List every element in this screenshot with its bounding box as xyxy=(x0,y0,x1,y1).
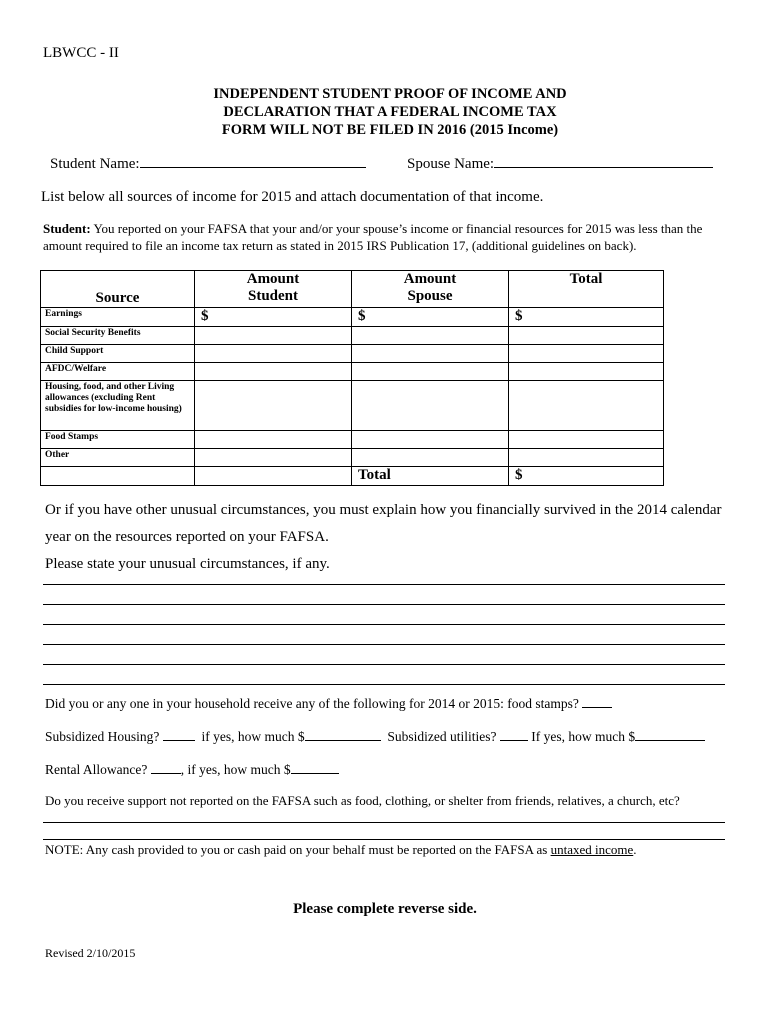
total-label: Total xyxy=(352,467,509,486)
support-question: Do you receive support not reported on the FAFSA such as food, clothing, or shelter from friends, relatives, a church, etc? xyxy=(45,793,680,808)
amount-student-header: Amount Student xyxy=(195,271,352,308)
subsidized-housing-label: Subsidized Housing? xyxy=(45,729,160,744)
subsidized-housing-blank[interactable] xyxy=(163,727,195,741)
spouse-amount-cell[interactable] xyxy=(352,431,509,449)
subsidized-utilities-blank[interactable] xyxy=(500,727,528,741)
table-row xyxy=(41,327,664,345)
total-amount-cell[interactable] xyxy=(509,308,664,327)
unusual-line-2: year on the resources reported on your FAFSA. xyxy=(45,529,329,545)
form-title xyxy=(150,85,630,139)
table-row xyxy=(41,431,664,449)
note xyxy=(45,842,637,858)
student-amount-cell[interactable] xyxy=(195,431,352,449)
revised-date: Revised 2/10/2015 xyxy=(45,946,136,960)
household-question xyxy=(45,694,612,712)
total-amount-cell[interactable] xyxy=(509,345,664,363)
rental-allowance-label: Rental Allowance? xyxy=(45,762,148,777)
total-amount-cell[interactable] xyxy=(509,449,664,467)
support-line[interactable] xyxy=(43,839,725,840)
spouse-amount-cell[interactable] xyxy=(352,345,509,363)
explanation-line[interactable] xyxy=(43,584,725,585)
rental-amount-label: , if yes, how much $ xyxy=(180,762,291,777)
student-name-label: Student Name: xyxy=(50,156,140,172)
table-header-row xyxy=(41,271,664,308)
title-line-2: DECLARATION THAT A FEDERAL INCOME TAX xyxy=(223,104,557,120)
total-amount-cell[interactable] xyxy=(509,431,664,449)
amount-spouse-header: Amount Spouse xyxy=(352,271,509,308)
source-header: Source xyxy=(41,271,195,308)
source-label: Social Security Benefits xyxy=(41,327,195,345)
explanation-line[interactable] xyxy=(43,644,725,645)
food-stamps-blank[interactable] xyxy=(582,694,612,708)
reverse-side-instruction: Please complete reverse side. xyxy=(293,901,477,917)
student-name-field xyxy=(50,154,366,173)
utilities-amount-label: If yes, how much $ xyxy=(531,729,636,744)
spouse-amount-cell[interactable] xyxy=(352,381,509,431)
spouse-name-input[interactable] xyxy=(494,154,713,168)
explanation-line[interactable] xyxy=(43,684,725,685)
student-amount-cell[interactable] xyxy=(195,363,352,381)
total-header: Total xyxy=(509,271,664,308)
explanation-line[interactable] xyxy=(43,604,725,605)
unusual-prompt: Please state your unusual circumstances, if any. xyxy=(45,556,330,572)
student-amount-cell[interactable] xyxy=(195,381,352,431)
housing-amount-label: if yes, how much $ xyxy=(201,729,305,744)
subsidized-utilities-label: Subsidized utilities? xyxy=(387,729,497,744)
spouse-amount-cell[interactable] xyxy=(352,308,509,327)
grand-total-cell[interactable] xyxy=(509,467,664,486)
student-name-input[interactable] xyxy=(140,154,366,168)
student-amount-cell[interactable] xyxy=(195,308,352,327)
household-question-text: Did you or any one in your household receive any of the following for 2014 or 2015: food stamps? xyxy=(45,696,579,711)
note-underlined: untaxed income xyxy=(550,842,634,857)
note-text: NOTE: Any cash provided to you or cash paid on your behalf must be reported on the FAFSA as xyxy=(45,842,551,857)
title-line-3: FORM WILL NOT BE FILED IN 2016 (2015 Income) xyxy=(221,122,559,138)
blank-cell xyxy=(41,467,195,486)
income-table xyxy=(40,270,664,486)
housing-amount-blank[interactable] xyxy=(305,727,381,741)
support-line[interactable] xyxy=(43,822,725,823)
source-label: AFDC/Welfare xyxy=(41,363,195,381)
table-row xyxy=(41,308,664,327)
spouse-name-field xyxy=(407,154,713,173)
source-label: Child Support xyxy=(41,345,195,363)
source-label: Other xyxy=(41,449,195,467)
utilities-amount-blank[interactable] xyxy=(635,727,705,741)
student-amount-cell[interactable] xyxy=(195,327,352,345)
form-code: LBWCC - II xyxy=(43,45,119,61)
source-label: Earnings xyxy=(41,308,195,327)
total-amount-cell[interactable] xyxy=(509,327,664,345)
explanation-line[interactable] xyxy=(43,664,725,665)
blank-cell xyxy=(195,467,352,486)
dollar-sign: $ xyxy=(358,308,366,324)
total-amount-cell[interactable] xyxy=(509,381,664,431)
note-end: . xyxy=(633,842,637,857)
dollar-sign: $ xyxy=(515,467,523,483)
spouse-amount-cell[interactable] xyxy=(352,327,509,345)
table-row xyxy=(41,363,664,381)
unusual-line-1: Or if you have other unusual circumstances, you must explain how you financially survived in the 2014 calendar xyxy=(45,502,722,518)
student-amount-cell[interactable] xyxy=(195,345,352,363)
title-line-1: INDEPENDENT STUDENT PROOF OF INCOME AND xyxy=(213,86,567,102)
table-total-row xyxy=(41,467,664,486)
student-note-label: Student: xyxy=(43,221,91,236)
source-label: Food Stamps xyxy=(41,431,195,449)
dollar-sign: $ xyxy=(201,308,209,324)
spouse-amount-cell[interactable] xyxy=(352,449,509,467)
spouse-amount-cell[interactable] xyxy=(352,363,509,381)
rental-question xyxy=(45,760,339,778)
student-amount-cell[interactable] xyxy=(195,449,352,467)
student-note-text: You reported on your FAFSA that your and/or your spouse’s income or financial resources for 2015 was less than the amount required to file an income tax return as stated in 2015 IRS Publication 17, (additional guidelines on back). xyxy=(43,221,703,253)
list-instruction: List below all sources of income for 2015 and attach documentation of that income. xyxy=(41,189,544,205)
subsidy-question xyxy=(45,727,705,745)
source-label: Housing, food, and other Living allowances (excluding Rent subsidies for low-income housing) xyxy=(41,381,195,431)
total-amount-cell[interactable] xyxy=(509,363,664,381)
dollar-sign: $ xyxy=(515,308,523,324)
table-row xyxy=(41,449,664,467)
rental-allowance-blank[interactable] xyxy=(151,760,181,774)
explanation-line[interactable] xyxy=(43,624,725,625)
spouse-name-label: Spouse Name: xyxy=(407,156,495,172)
table-row xyxy=(41,345,664,363)
table-row xyxy=(41,381,664,431)
rental-amount-blank[interactable] xyxy=(291,760,339,774)
student-note xyxy=(43,221,725,254)
